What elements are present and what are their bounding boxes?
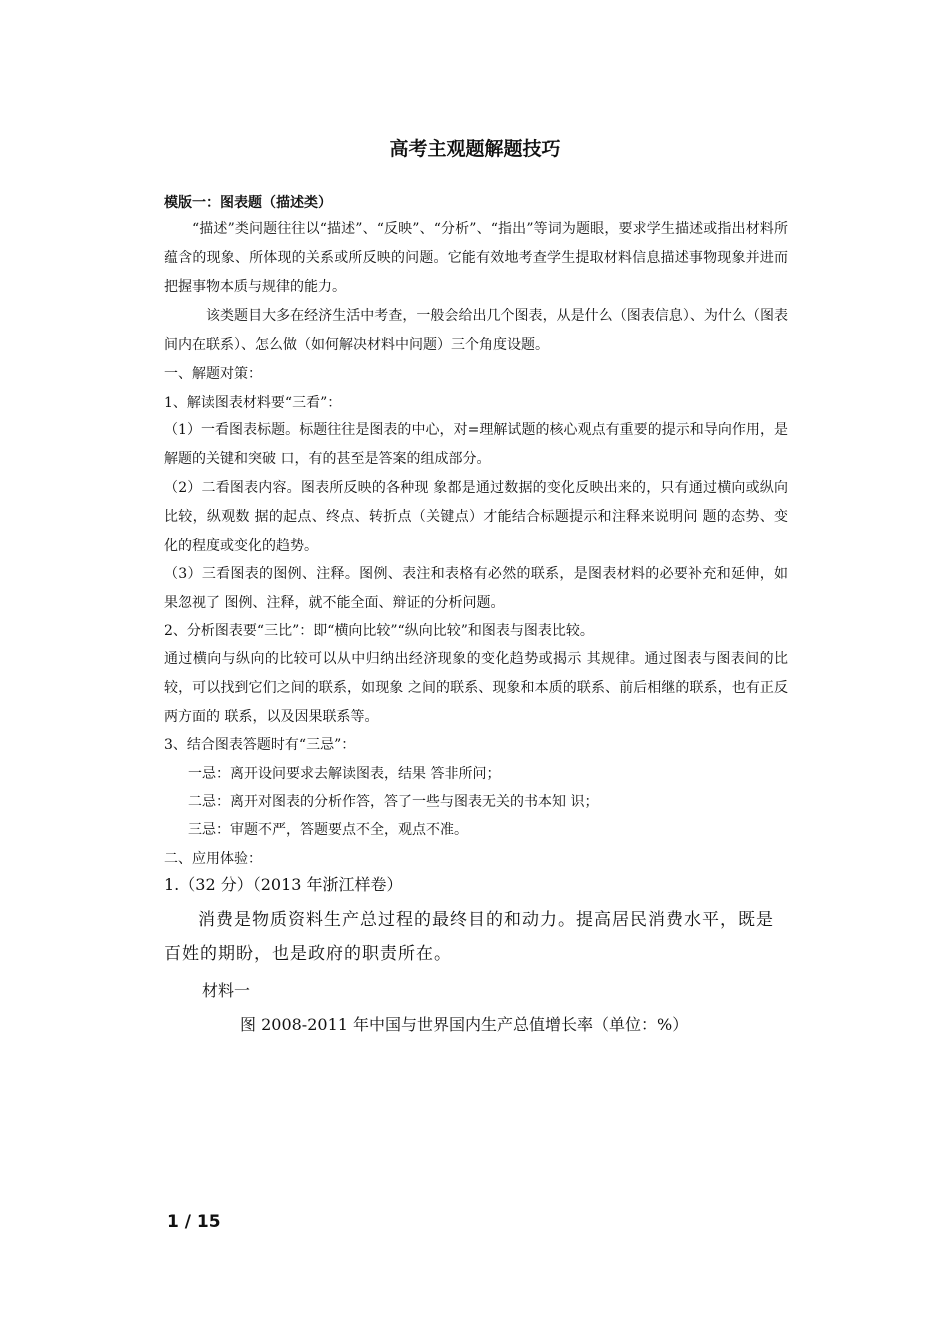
page-title: 高考主观题解题技巧 bbox=[389, 138, 561, 160]
item3-heading: 3、结合图表答题时有“三忌”： bbox=[164, 737, 356, 753]
strategy-heading: 一、解题对策： bbox=[164, 366, 262, 382]
item2-heading: 2、分析图表要“三比”：即“横向比较”“纵向比较”和图表与图表比较。 bbox=[164, 623, 594, 639]
item1-point-c: （3）三看图表的图例、注释。图例、表注和表格有必然的联系，是图表材料的必要补充和延伸，如果忽视了 图例、注释，就不能全面、辩证的分析问题。 bbox=[164, 566, 788, 611]
intro-paragraph-1: “描述”类问题往往以“描述”、“反映”、“分析”、“指出”等词为题眼，要求学生描述或指出材料所蕴含的现象、所体现的关系或所反映的问题。它能有效地考查学生提取材料信息描述事物现象并进而把握事物本质与规律的能力。 bbox=[164, 221, 788, 295]
practice-heading: 二、应用体验： bbox=[164, 851, 262, 867]
item1-point-b: （2）二看图表内容。图表所反映的各种现 象都是通过数据的变化反映出来的，只有通过横向或纵向比较，纵观数 据的起点、终点、转折点（关键点）才能结合标题提示和注释来说明问 题的态势、变化的程度或变化的趋势。 bbox=[164, 480, 788, 554]
item2-body: 通过横向与纵向的比较可以从中归纳出经济现象的变化趋势或揭示 其规律。通过图表与图表间的比较，可以找到它们之间的联系，如现象 之间的联系、现象和本质的联系、前后相继的联系，也有正反两方面的 联系，以及因果联系等。 bbox=[164, 651, 788, 725]
item1-heading: 1、解读图表材料要“三看”： bbox=[164, 395, 342, 411]
section-heading: 模版一：图表题（描述类） bbox=[164, 195, 332, 211]
question-body: 消费是物质资料生产总过程的最终目的和动力。提高居民消费水平，既是百姓的期盼，也是政府的职责所在。 bbox=[164, 910, 774, 964]
taboo-3: 三忌：审题不严，答题要点不全，观点不准。 bbox=[188, 822, 468, 838]
page-number: 1 / 15 bbox=[167, 1212, 221, 1232]
taboo-2: 二忌：离开对图表的分析作答，答了一些与图表无关的书本知 识； bbox=[188, 794, 599, 810]
question-heading: 1.（32 分）（2013 年浙江样卷） bbox=[164, 875, 403, 894]
intro-paragraph-2: 该类题目大多在经济生活中考查，一般会给出几个图表，从是什么（图表信息）、为什么（图表间内在联系）、怎么做（如何解决材料中问题）三个角度设题。 bbox=[164, 308, 788, 353]
figure-caption: 图 2008-2011 年中国与世界国内生产总值增长率（单位：%） bbox=[240, 1015, 689, 1034]
item1-point-a: （1）一看图表标题。标题往往是图表的中心，对=理解试题的核心观点有重要的提示和导向作用，是解题的关键和突破 口，有的甚至是答案的组成部分。 bbox=[164, 422, 788, 467]
taboo-1: 一忌：离开设问要求去解读图表，结果 答非所问； bbox=[188, 766, 501, 782]
material-label: 材料一 bbox=[202, 981, 251, 1000]
